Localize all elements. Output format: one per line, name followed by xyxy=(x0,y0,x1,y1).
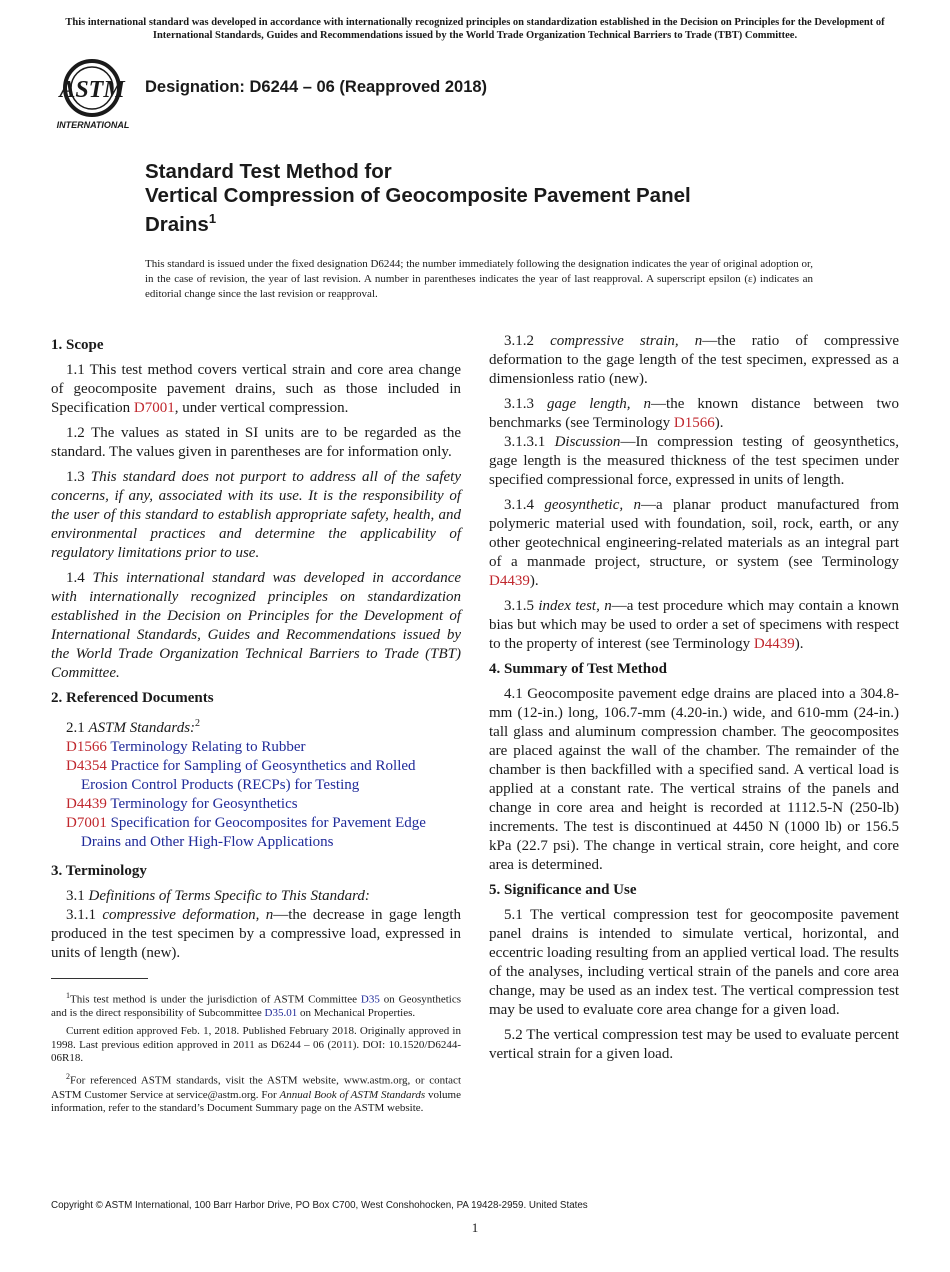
section-heading-significance: 5. Significance and Use xyxy=(489,882,637,898)
paragraph-3-1: 3.1 Definitions of Terms Specific to This Standard: xyxy=(66,888,370,904)
paragraph-3-1-1: 3.1.1 compressive deformation, n—the decrease in gage length produced in the test specimen by a compressive load, expressed in units of length (new). xyxy=(51,907,461,961)
issuance-note: This standard is issued under the fixed designation D6244; the number immediately following the designation indicates the year of original adoption or, in the case of revision, the year of last revision. A number in parentheses indicates the year of last reapproval. A superscript epsilon (ε) indicates an editorial change since the last revision or reapproval. xyxy=(145,258,813,300)
astm-logo-icon xyxy=(52,56,134,132)
reference-item[interactable]: D4354 Practice for Sampling of Geosynthetics and Rolled Erosion Control Products (RECPs) for Testing xyxy=(66,758,416,793)
link-d4439[interactable]: D4439 xyxy=(489,573,530,589)
paragraph-5-2: 5.2 The vertical compression test may be used to evaluate percent vertical strain for a given load. xyxy=(489,1027,899,1062)
paragraph-3-1-4: 3.1.4 geosynthetic, n—a planar product manufactured from polymeric material used with foundation, soil, rock, earth, or any other geotechnical engineering-related materials as an integral part of a manmade project, structure, or system (see Terminology D4439). xyxy=(489,497,899,589)
left-column xyxy=(51,332,461,969)
standards-banner: This international standard was developed in accordance with internationally recognized principles on standardization established in the Decision on Principles for the Development of International Standards, Guides and Recommendations issued by the World Trade Organization Technical Barriers to Trade (TBT) Committee. xyxy=(65,17,885,41)
footnote-divider xyxy=(51,978,148,979)
paragraph-1-1: 1.1 This test method covers vertical strain and core area change of geocomposite pavement drains, such as those included in Specification D7001, under vertical compression. xyxy=(51,362,461,416)
section-heading-scope: 1. Scope xyxy=(51,337,104,353)
copyright-notice: Copyright © ASTM International, 100 Barr Harbor Drive, PO Box C700, West Conshohocken, PA 19428-2959. United States xyxy=(51,1200,588,1211)
section-heading-summary: 4. Summary of Test Method xyxy=(489,661,667,677)
reference-item[interactable]: D7001 Specification for Geocomposites for Pavement Edge Drains and Other High-Flow Applications xyxy=(66,815,426,850)
section-heading-terminology: 3. Terminology xyxy=(51,863,147,879)
reference-item[interactable]: D1566 Terminology Relating to Rubber xyxy=(66,739,306,755)
footnotes xyxy=(51,989,461,1120)
paragraph-3-1-2: 3.1.2 compressive strain, n—the ratio of compressive deformation to the gage length of the test specimen, expressed as a dimensionless ratio (new). xyxy=(489,333,899,387)
paragraph-1-2: 1.2 The values as stated in SI units are to be regarded as the standard. The values given in parentheses are for information only. xyxy=(51,425,461,460)
document-title xyxy=(145,160,845,236)
page-number: 1 xyxy=(471,1220,479,1235)
section-heading-referenced: 2. Referenced Documents xyxy=(51,690,214,706)
right-column xyxy=(489,332,899,1070)
title-line-1: Standard Test Method for xyxy=(145,160,392,183)
footnote-2: $^2$For referenced ASTM standards, visit the ASTM website, www.astm.org, or contact ASTM Customer Service at service@astm.org. For Annual Book of ASTM Standards volume information, refer to the standard’s Document Summary page on the ASTM website. xyxy=(51,1072,461,1115)
title-line-3: Drains$^1$ xyxy=(145,211,217,236)
paragraph-3-1-3: 3.1.3 gage length, n—the known distance between two benchmarks (see Terminology D1566). xyxy=(489,396,900,431)
footnote-1: $^1$This test method is under the jurisdiction of ASTM Committee D35 on Geosynthetics and is the direct responsibility of Subcommittee D35.01 on Mechanical Properties. xyxy=(51,991,461,1020)
link-d1566[interactable]: D1566 xyxy=(673,415,715,431)
title-line-2: Vertical Compression of Geocomposite Pavement Panel xyxy=(145,183,691,207)
referenced-list xyxy=(51,738,461,852)
footnote-1-edition: Current edition approved Feb. 1, 2018. Published February 2018. Originally approved in 1998. Last previous edition approved in 2011 as D6244 – 06 (2011). DOI: 10.1520/D6244-06R18. xyxy=(51,1025,461,1065)
reference-item[interactable]: D4439 Terminology for Geosynthetics xyxy=(66,796,298,812)
link-d35-01[interactable]: D35.01 xyxy=(264,1007,298,1020)
title-footnote-mark: 1 xyxy=(208,211,217,226)
designation: Designation: D6244 – 06 (Reapproved 2018) xyxy=(145,78,488,96)
paragraph-3-1-3-1: 3.1.3.1 Discussion—In compression testing of geosynthetics, gage length is the measured thickness of the test specimen under specified compressional force, expressed in units of length. xyxy=(489,434,899,488)
paragraph-2-1: 2.1 ASTM Standards:$^2$ xyxy=(66,718,201,736)
svg-text:INTERNATIONAL: INTERNATIONAL xyxy=(56,120,130,130)
link-d4439[interactable]: D4439 xyxy=(753,636,795,652)
paragraph-1-3: 1.3 This standard does not purport to address all of the safety concerns, if any, associated with its use. It is the responsibility of the user of this standard to establish appropriate safety, health, and environmental practices and determine the applicability of regulatory limitations prior to use. xyxy=(51,469,461,561)
paragraph-4-1: 4.1 Geocomposite pavement edge drains are placed into a 304.8-mm (12-in.) long, 106.7-mm (4.20-in.) wide, and 610-mm (24-in.) tall glass and aluminum compression chamber. The geocomposites are placed against the wall of the chamber. The remainder of the chamber is then backfilled with a specified sand. A vertical load is applied at a constant rate. The vertical strains of the panels and change in core area and height is recorded at 1112.5-N (250-lb) increments. The test is discontinued at 4450 N (1000 lb) or 156.5 kPa (22.7 psi). The change in vertical strain, core height, and core area is determined. xyxy=(489,686,899,873)
paragraph-5-1: 5.1 The vertical compression test for geocomposite pavement panel drains is intended to simulate vertical, horizontal, and eccentric loading resulting from an applied vertical load. The results of the analyses, including vertical strain of the panels and core area change, may be used as an index test. The vertical compression test may be used to evaluate core area change for a given load. xyxy=(489,907,899,1018)
paragraph-1-4: 1.4 This international standard was developed in accordance with internationally recognized principles on standardization established in the Decision on Principles for the Development of International Standards, Guides and Recommendations issued by the World Trade Organization Technical Barriers to Trade (TBT) Committee. xyxy=(51,570,462,681)
svg-text:ASTM: ASTM xyxy=(59,77,125,103)
link-d35[interactable]: D35 xyxy=(360,993,380,1006)
link-d7001[interactable]: D7001 xyxy=(133,400,175,416)
astm-logo xyxy=(52,56,134,132)
paragraph-3-1-5: 3.1.5 index test, n—a test procedure which may contain a known bias but which may be used to order a set of specimens with respect to the property of interest (see Terminology D4439). xyxy=(489,598,899,652)
